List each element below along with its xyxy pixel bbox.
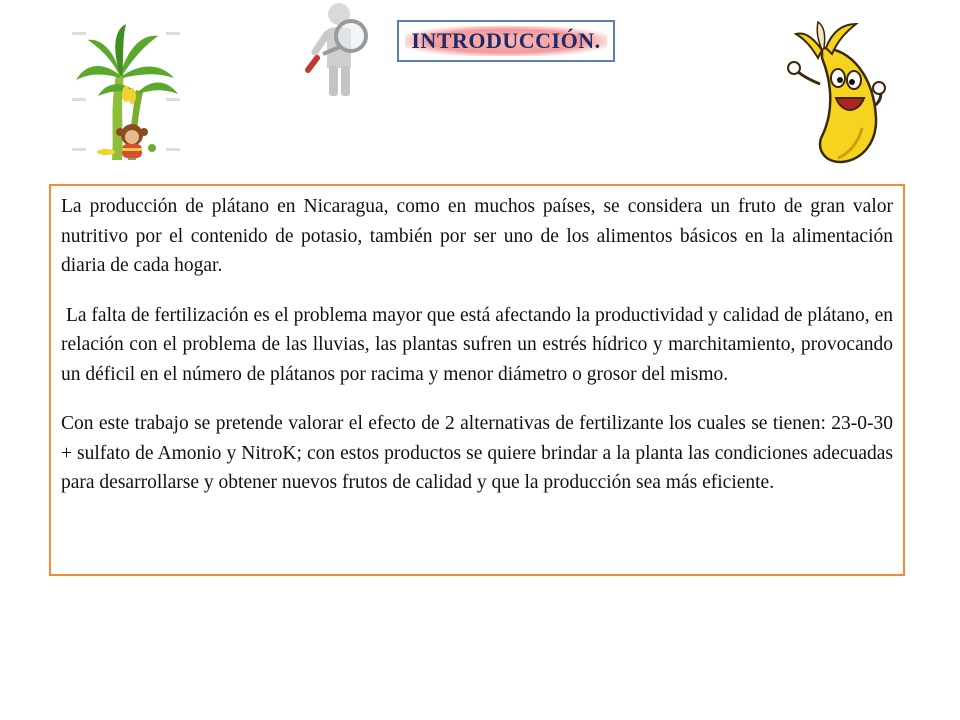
title-box: [397, 20, 615, 62]
banana-tree-monkey-icon: [70, 20, 185, 165]
intro-paragraph-1: La producción de plátano en Nicaragua, como en muchos países, se considera un fruto de gran valor nutritivo por el contenido de potasio, también por ser uno de los alimentos básicos en la alimentación diaria de cada hogar.: [61, 196, 893, 276]
introduction-content-box: [49, 184, 905, 576]
intro-paragraph-2: La falta de fertilización es el problema mayor que está afectando la productividad y calidad de plátano, en relación con el problema de las lluvias, las plantas sufren un estrés hídrico y marchitamiento, provocando un déficil en el número de plátanos por racima y menor diámetro o grosor del mismo.: [61, 304, 898, 385]
slide-title: INTRODUCCIÓN.: [405, 26, 606, 56]
magnifier-figure-icon: [305, 0, 375, 100]
intro-paragraph-3: Con este trabajo se pretende valorar el efecto de 2 alternativas de fertilizante los cuales se tienen: 23-0-30 + sulfato de Amonio y NitroK; con estos productos se quiere brindar a la planta las condiciones adecuadas para desarrollarse y obtener nuevos frutos de calidad y que la producción sea más eficiente.: [61, 413, 893, 493]
cartoon-banana-icon: [782, 18, 890, 166]
